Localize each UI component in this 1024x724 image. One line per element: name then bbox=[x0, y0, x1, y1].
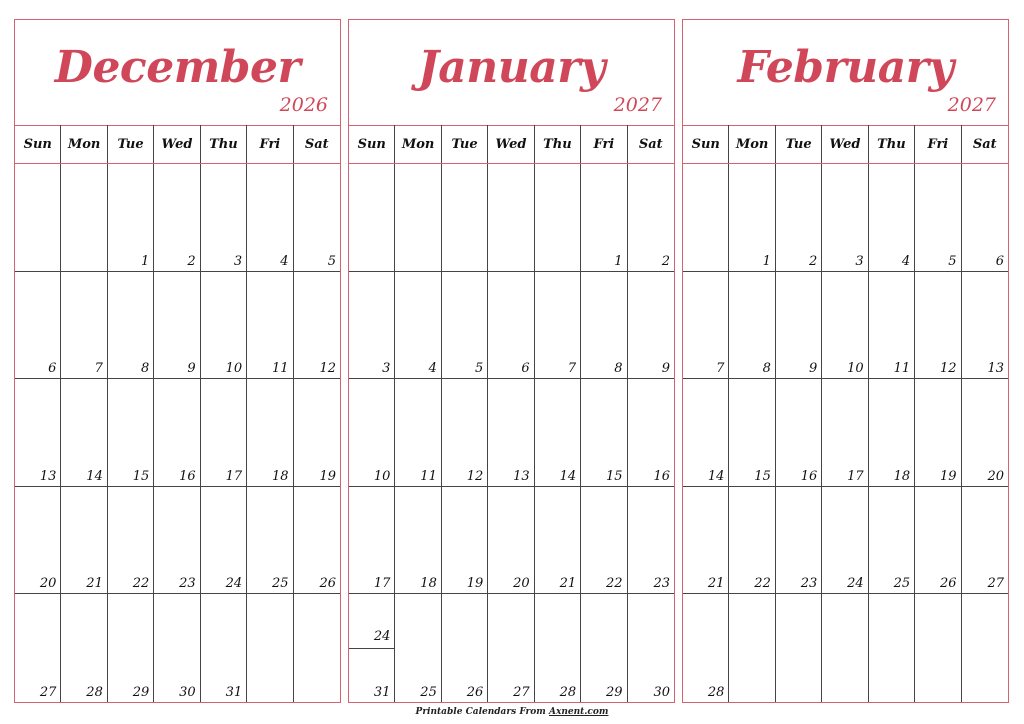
day-cell bbox=[962, 379, 1008, 487]
day-cell bbox=[349, 594, 395, 702]
day-cell bbox=[395, 164, 441, 272]
day-number: 3 bbox=[855, 253, 864, 269]
day-number: 31 bbox=[373, 684, 391, 700]
month-name: December bbox=[54, 42, 301, 93]
day-number: 8 bbox=[614, 361, 623, 377]
day-cell bbox=[683, 594, 729, 702]
day-cell bbox=[442, 379, 488, 487]
weekday-label: Thu bbox=[201, 125, 247, 163]
day-cell bbox=[247, 272, 293, 380]
day-cell bbox=[108, 164, 154, 272]
day-cell bbox=[962, 164, 1008, 272]
weekday-label: Sat bbox=[304, 136, 329, 152]
day-number: 29 bbox=[606, 684, 623, 700]
weekday-label: Tue bbox=[108, 125, 154, 163]
day-number: 26 bbox=[319, 576, 336, 592]
day-number: 16 bbox=[653, 468, 670, 484]
weekday-label: Wed bbox=[154, 125, 200, 163]
weekday-label: Tue bbox=[442, 125, 488, 163]
day-number: 3 bbox=[233, 253, 243, 269]
day-cell bbox=[395, 487, 441, 595]
day-number: 20 bbox=[39, 576, 57, 592]
day-cell bbox=[61, 487, 107, 595]
footer-brand-link[interactable]: Axnent.com bbox=[548, 707, 609, 717]
day-number: 25 bbox=[893, 576, 911, 592]
day-cell bbox=[729, 594, 775, 702]
month-header bbox=[683, 20, 1008, 126]
day-cell bbox=[247, 487, 293, 595]
weekday-header-row bbox=[683, 125, 1008, 164]
day-cell bbox=[442, 594, 488, 702]
day-number: 24 bbox=[225, 576, 243, 592]
month-year: 2027 bbox=[613, 94, 662, 116]
month-panel-0 bbox=[14, 19, 341, 703]
day-cell bbox=[349, 487, 395, 595]
day-number: 14 bbox=[559, 468, 577, 484]
day-number: 10 bbox=[225, 361, 243, 377]
day-cell bbox=[61, 164, 107, 272]
month-header bbox=[15, 20, 340, 126]
day-cell bbox=[108, 594, 154, 702]
weekday-header-row bbox=[15, 125, 340, 164]
day-cell bbox=[15, 487, 61, 595]
day-cell bbox=[488, 594, 534, 702]
day-cell bbox=[628, 272, 674, 380]
day-cell bbox=[915, 594, 961, 702]
day-number: 18 bbox=[420, 576, 437, 592]
day-number: 11 bbox=[420, 468, 437, 484]
day-cell bbox=[776, 594, 822, 702]
day-cell bbox=[915, 272, 961, 380]
day-number: 30 bbox=[653, 684, 670, 700]
day-number: 21 bbox=[559, 576, 577, 592]
day-cell bbox=[488, 164, 534, 272]
day-cell bbox=[442, 487, 488, 595]
day-cell bbox=[628, 594, 674, 702]
day-cell bbox=[628, 487, 674, 595]
day-number: 6 bbox=[48, 361, 57, 377]
day-cell bbox=[729, 487, 775, 595]
day-cell bbox=[729, 379, 775, 487]
day-cell bbox=[154, 272, 200, 380]
day-cell bbox=[349, 379, 395, 487]
day-number: 3 bbox=[382, 361, 391, 377]
day-grid bbox=[683, 164, 1008, 702]
day-cell bbox=[581, 379, 627, 487]
day-cell bbox=[201, 379, 247, 487]
day-cell bbox=[294, 379, 340, 487]
weekday-label: Wed bbox=[488, 125, 534, 163]
day-cell bbox=[15, 272, 61, 380]
day-number: 24 bbox=[847, 576, 864, 592]
day-cell bbox=[869, 487, 915, 595]
day-number: 12 bbox=[319, 361, 336, 377]
day-number: 27 bbox=[987, 576, 1004, 592]
day-number: 15 bbox=[132, 468, 150, 484]
day-cell bbox=[822, 272, 868, 380]
day-number: 24 bbox=[373, 629, 391, 645]
day-cell bbox=[201, 164, 247, 272]
day-number: 2 bbox=[661, 253, 670, 269]
day-number: 4 bbox=[280, 253, 289, 269]
month-year: 2027 bbox=[947, 94, 996, 116]
day-number: 9 bbox=[809, 361, 818, 377]
day-cell bbox=[581, 164, 627, 272]
weekday-label: Mon bbox=[395, 125, 441, 163]
footer-credit bbox=[0, 707, 1024, 717]
day-number: 10 bbox=[373, 468, 391, 484]
weekday-label: Mon bbox=[61, 125, 107, 163]
day-cell bbox=[915, 487, 961, 595]
weekday-label: Sun bbox=[15, 125, 61, 163]
day-cell bbox=[962, 272, 1008, 380]
day-cell bbox=[294, 487, 340, 595]
day-cell bbox=[822, 594, 868, 702]
weekday-label: Fri bbox=[915, 125, 961, 163]
day-number: 27 bbox=[39, 684, 57, 700]
day-number: 25 bbox=[420, 684, 437, 700]
day-cell bbox=[869, 164, 915, 272]
day-cell bbox=[683, 487, 729, 595]
day-number: 27 bbox=[513, 684, 530, 700]
day-cell bbox=[535, 379, 581, 487]
day-cell-split-top bbox=[349, 594, 394, 649]
day-cell bbox=[247, 164, 293, 272]
day-cell bbox=[488, 272, 534, 380]
day-cell bbox=[581, 272, 627, 380]
day-cell bbox=[822, 164, 868, 272]
day-cell bbox=[395, 594, 441, 702]
day-number: 5 bbox=[948, 253, 957, 269]
day-cell bbox=[822, 379, 868, 487]
day-number: 26 bbox=[940, 576, 957, 592]
day-number: 19 bbox=[940, 468, 957, 484]
day-cell bbox=[628, 379, 674, 487]
day-cell bbox=[247, 594, 293, 702]
day-number: 4 bbox=[901, 253, 911, 269]
day-cell bbox=[822, 487, 868, 595]
day-cell bbox=[395, 272, 441, 380]
day-cell bbox=[154, 487, 200, 595]
day-cell bbox=[442, 164, 488, 272]
day-number: 18 bbox=[893, 468, 911, 484]
day-number: 8 bbox=[141, 361, 150, 377]
weekday-label: Thu bbox=[869, 125, 915, 163]
day-cell bbox=[61, 272, 107, 380]
weekday-label: Mon bbox=[729, 125, 775, 163]
day-number: 28 bbox=[559, 684, 577, 700]
day-number: 11 bbox=[893, 361, 911, 377]
day-cell bbox=[776, 379, 822, 487]
day-number: 9 bbox=[661, 361, 670, 377]
weekday-label: Fri bbox=[247, 125, 293, 163]
weekday-header-row bbox=[349, 125, 674, 164]
day-cell bbox=[15, 379, 61, 487]
day-cell bbox=[729, 164, 775, 272]
month-panel-2 bbox=[682, 19, 1009, 703]
month-name: February bbox=[737, 42, 954, 93]
day-cell bbox=[962, 594, 1008, 702]
day-number: 16 bbox=[179, 468, 196, 484]
day-number: 21 bbox=[707, 576, 725, 592]
day-number: 12 bbox=[466, 468, 484, 484]
day-number: 28 bbox=[707, 684, 725, 700]
day-cell bbox=[488, 487, 534, 595]
day-cell bbox=[683, 272, 729, 380]
day-number: 29 bbox=[132, 684, 150, 700]
weekday-label: Sat bbox=[972, 136, 997, 152]
weekday-label: Sat bbox=[638, 136, 663, 152]
day-cell bbox=[108, 487, 154, 595]
day-cell bbox=[488, 379, 534, 487]
day-cell bbox=[294, 272, 340, 380]
day-cell bbox=[915, 164, 961, 272]
day-number: 30 bbox=[179, 684, 196, 700]
day-number: 8 bbox=[762, 361, 771, 377]
day-cell bbox=[294, 594, 340, 702]
day-cell bbox=[581, 594, 627, 702]
day-number: 7 bbox=[716, 361, 725, 377]
day-cell bbox=[683, 379, 729, 487]
day-number: 5 bbox=[475, 361, 484, 377]
day-number: 12 bbox=[940, 361, 957, 377]
weekday-label: Sun bbox=[683, 125, 729, 163]
day-number: 13 bbox=[39, 468, 57, 484]
day-cell bbox=[776, 487, 822, 595]
month-name: January bbox=[417, 42, 606, 93]
day-number: 9 bbox=[187, 361, 196, 377]
day-number: 31 bbox=[225, 684, 243, 700]
day-cell bbox=[535, 487, 581, 595]
day-grid bbox=[15, 164, 340, 702]
day-number: 28 bbox=[86, 684, 103, 700]
day-number: 22 bbox=[606, 576, 623, 592]
day-cell bbox=[349, 272, 395, 380]
day-number: 10 bbox=[847, 361, 864, 377]
day-number: 16 bbox=[800, 468, 818, 484]
day-number: 20 bbox=[987, 468, 1004, 484]
day-number: 1 bbox=[141, 253, 150, 269]
weekday-label: Wed bbox=[822, 125, 868, 163]
day-number: 17 bbox=[847, 468, 864, 484]
day-number: 15 bbox=[606, 468, 623, 484]
day-number: 25 bbox=[272, 576, 289, 592]
day-number: 13 bbox=[987, 361, 1004, 377]
day-cell bbox=[869, 379, 915, 487]
day-cell bbox=[535, 164, 581, 272]
month-header bbox=[349, 20, 674, 126]
day-cell bbox=[201, 272, 247, 380]
day-cell bbox=[154, 379, 200, 487]
day-cell bbox=[201, 487, 247, 595]
day-number: 14 bbox=[86, 468, 103, 484]
day-cell bbox=[442, 272, 488, 380]
weekday-label: Tue bbox=[776, 125, 822, 163]
day-number: 22 bbox=[754, 576, 771, 592]
day-cell bbox=[61, 594, 107, 702]
day-cell bbox=[154, 594, 200, 702]
day-cell bbox=[915, 379, 961, 487]
month-panel-1 bbox=[348, 19, 675, 703]
day-cell bbox=[15, 594, 61, 702]
day-cell bbox=[294, 164, 340, 272]
day-cell bbox=[108, 272, 154, 380]
day-number: 15 bbox=[754, 468, 771, 484]
day-cell bbox=[628, 164, 674, 272]
day-number: 23 bbox=[653, 576, 670, 592]
day-cell bbox=[729, 272, 775, 380]
month-year: 2026 bbox=[279, 94, 328, 116]
footer-prefix: Printable Calendars From bbox=[415, 707, 549, 717]
day-cell bbox=[535, 594, 581, 702]
day-cell bbox=[581, 487, 627, 595]
day-number: 2 bbox=[187, 253, 196, 269]
day-number: 23 bbox=[179, 576, 196, 592]
day-number: 14 bbox=[707, 468, 725, 484]
day-number: 2 bbox=[809, 253, 818, 269]
day-number: 13 bbox=[513, 468, 530, 484]
day-number: 5 bbox=[327, 253, 336, 269]
day-number: 21 bbox=[86, 576, 103, 592]
day-cell bbox=[247, 379, 293, 487]
day-number: 19 bbox=[319, 468, 336, 484]
day-number: 20 bbox=[513, 576, 530, 592]
day-cell bbox=[962, 487, 1008, 595]
day-number: 17 bbox=[225, 468, 243, 484]
day-cell bbox=[108, 379, 154, 487]
day-cell bbox=[776, 164, 822, 272]
day-cell bbox=[869, 594, 915, 702]
day-cell bbox=[349, 164, 395, 272]
day-number: 18 bbox=[272, 468, 289, 484]
day-cell bbox=[683, 164, 729, 272]
weekday-label: Thu bbox=[535, 125, 581, 163]
day-cell bbox=[154, 164, 200, 272]
day-number: 19 bbox=[466, 576, 484, 592]
day-cell bbox=[535, 272, 581, 380]
day-number: 11 bbox=[272, 361, 289, 377]
day-number: 17 bbox=[373, 576, 391, 592]
day-cell bbox=[776, 272, 822, 380]
day-cell bbox=[201, 594, 247, 702]
day-number: 7 bbox=[567, 361, 577, 377]
day-cell bbox=[395, 379, 441, 487]
day-number: 1 bbox=[614, 253, 623, 269]
day-number: 1 bbox=[762, 253, 771, 269]
day-number: 6 bbox=[521, 361, 530, 377]
day-number: 4 bbox=[428, 361, 437, 377]
day-number: 22 bbox=[132, 576, 150, 592]
day-number: 7 bbox=[94, 361, 103, 377]
day-cell bbox=[15, 164, 61, 272]
day-cell bbox=[61, 379, 107, 487]
day-grid bbox=[349, 164, 674, 702]
day-number: 6 bbox=[995, 253, 1004, 269]
day-cell bbox=[869, 272, 915, 380]
day-number: 26 bbox=[466, 684, 484, 700]
day-number: 23 bbox=[800, 576, 818, 592]
weekday-label: Sun bbox=[349, 125, 395, 163]
weekday-label: Fri bbox=[581, 125, 627, 163]
